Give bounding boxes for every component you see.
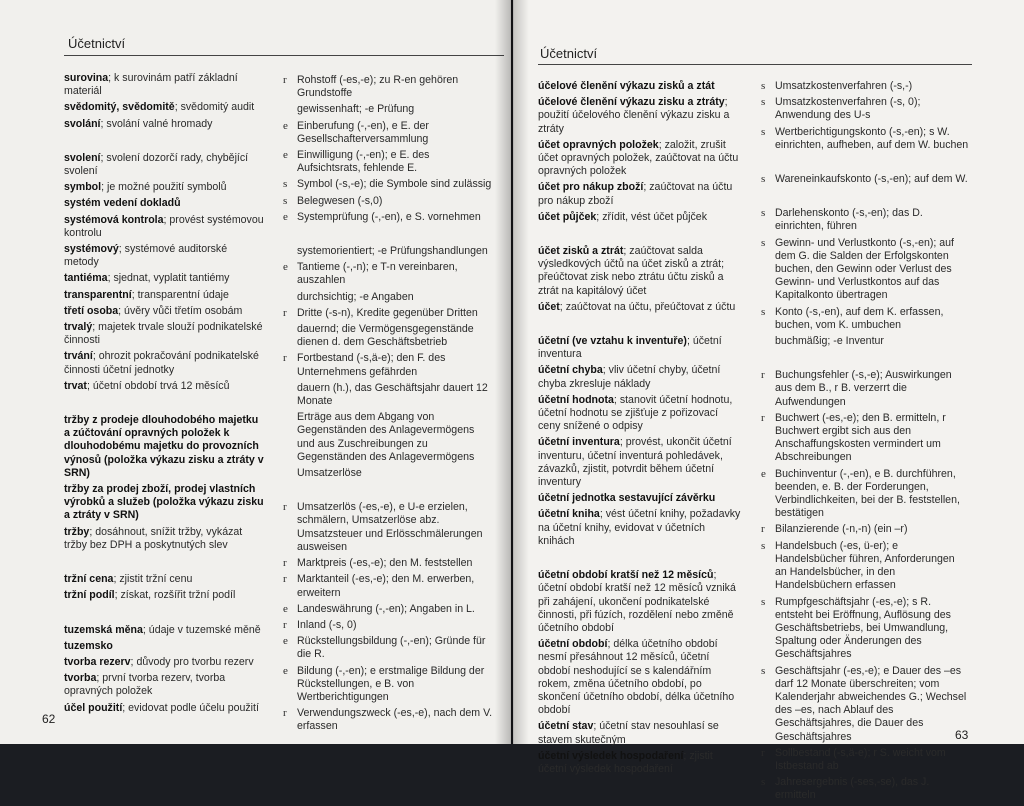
entry-translation: Symbol (-s,-e); die Symbole sind zulässig (297, 178, 492, 191)
entry-translation: Handelsbuch (-es, ü-er); e Handelsbücher führen, Anforderungen an Handelsbücher, in den Handelsbüchern erfassen (775, 539, 955, 592)
entry-translation: dauern (h.), das Geschäftsjahr dauert 12 Monate (297, 381, 488, 408)
page-number: 63 (955, 728, 969, 742)
czech-entry: účetní chyba; vliv účetní chyby, účetní chyba zkresluje náklady (538, 364, 721, 390)
czech-entry: tvorba rezerv; důvody pro tvorbu rezerv (64, 655, 254, 668)
gender-article: r (283, 74, 287, 86)
entry-definition: účetní období kratší než 12 měsíců vzniká při zahájení, ukončení podnikatelské činnosti, při fúzích, rozdělení nebo změně účetního období (538, 582, 736, 634)
gender-article: s (761, 207, 766, 220)
entry-translation: durchsichtig; -e Angaben (297, 290, 414, 303)
entry-definition: úvěry vůči třetím osobám (124, 304, 243, 317)
entry-term: účetní kniha (538, 508, 600, 521)
entry-definition: vést účetní knihy, požadavky na účetní knihy, evidovat v účetních knihách (538, 508, 741, 547)
entry-definition: k surovinám patří základní materiál (64, 72, 238, 98)
left-page (0, 0, 511, 744)
entry-definition: účetní stav nesouhlasí se stavem skutečným (538, 720, 719, 746)
gender-article: e (283, 664, 288, 677)
entry-translation: dauernd; die Vermögensgegenstände dienen d. dem Geschäftsbetrieb (297, 323, 474, 349)
entry-term: účetní období kratší než 12 měsíců (538, 569, 714, 582)
czech-entry: systémový; systémové auditorské metody (64, 243, 228, 269)
entry-term: tržby z prodeje dlouhodobého majetku a zúčtování opravných položek k dlouhodobému majetku do provozních výnosů (položka výkazu zisku a ztráty v SRN) (64, 414, 264, 479)
entry-gap (761, 189, 971, 207)
gender-article: r (283, 707, 287, 720)
czech-entry (64, 414, 264, 480)
entry-gap (283, 483, 495, 501)
entry-translation: Rückstellungsbildung (-,-en); Gründe für die R. (297, 635, 486, 661)
entry-definition: provést systémovou kontrolu (64, 213, 264, 239)
gender-article: s (761, 595, 766, 608)
german-entry (761, 335, 971, 348)
german-entry (761, 306, 971, 332)
gender-article: r (283, 352, 287, 365)
czech-entry: svědomitý, svědomitě; svědomitý audit (64, 101, 255, 114)
czech-entry: účet opravných položek; založit, zrušit účet opravných položek, zaúčtovat na účtu opravných položek (538, 138, 739, 178)
german-term-column (761, 80, 971, 806)
gender-article: r (283, 557, 287, 570)
entry-term: tvorba (64, 672, 97, 685)
entry-definition: majetek trvale slouží podnikatelské činnosti (64, 321, 263, 347)
entry-term: účetní chyba (538, 364, 603, 377)
gender-article: r (761, 411, 765, 424)
german-entry (283, 211, 495, 224)
czech-entry: tantiéma; sjednat, vyplatit tantiémy (64, 272, 230, 285)
gender-article: e (283, 261, 288, 274)
entry-term: systémový (64, 243, 119, 256)
entry-term: účet opravných položek (538, 138, 659, 151)
german-entry (761, 596, 971, 662)
entry-translation: Dritte (-s-n), Kredite gegenüber Dritten (297, 306, 478, 319)
entry-term: účetní stav (538, 720, 594, 733)
entry-translation: Verwendungszweck (-es,-e), nach dem V. erfassen (297, 707, 493, 733)
entry-definition: zjistit účetní výsledek hospodaření (538, 749, 713, 775)
gender-article: s (761, 539, 766, 552)
german-term-column (283, 74, 495, 737)
german-entry (283, 323, 495, 349)
german-entry (283, 120, 495, 146)
czech-entry (64, 483, 264, 523)
czech-entry: účetní období; délka účetního období nesmí přesáhnout 12 měsíců, účetní období neshodující se s kalendářním rokem, změna účetního období, po skončení účetního období, délka účetního období (538, 638, 735, 717)
entry-translation: Geschäftsjahr (-es,-e); e Dauer des –es darf 12 Monate überschreiten; vom Kalenderjahr abweichendes G.; Wechsel des –es, nach Ablauf des Geschäftsjahres, die Dauer des Geschäftsjahres (775, 664, 967, 743)
gender-article: s (283, 178, 288, 191)
german-entry (283, 467, 495, 480)
german-entry (283, 557, 495, 570)
czech-entry (64, 197, 264, 210)
german-entry (761, 540, 971, 593)
czech-entry: účetní (ve vztahu k inventuře); účetní inventura (538, 335, 722, 361)
czech-entry: účet zisků a ztrát; zaúčtovat salda výsledkových účtů na účet zisků a ztrát; přeúčtovat zisk nebo ztrátu účtu zisků a ztrát na kapitálový účet (538, 245, 725, 297)
german-entry (283, 195, 495, 208)
german-entry (283, 603, 495, 616)
entry-definition: sjednat, vyplatit tantiémy (113, 272, 230, 285)
german-entry (283, 619, 495, 632)
entry-translation: Fortbestand (-s,ä-e); den F. des Unternehmens gefährden (297, 352, 446, 378)
entry-definition: účetní období trvá 12 měsíců (92, 379, 230, 392)
czech-entry (538, 492, 743, 505)
gender-article: s (761, 236, 766, 249)
entry-translation: Rohstoff (-es,-e); zu R-en gehören Grundstoffe (297, 74, 459, 100)
entry-definition: účetní inventura (538, 335, 722, 361)
entry-translation: Gewinn- und Verlustkonto (-s,-en); auf dem G. die Salden der Erfolgskonten buchen, den Gewinn oder Verlust des Gewinn- und Verlustkontos auf das Kapitalkonto übertragen (775, 236, 955, 302)
entry-definition: svědomitý audit (180, 101, 255, 114)
right-page (513, 0, 1024, 802)
german-entry (761, 369, 971, 409)
entry-translation: Marktanteil (-es,-e); den M. erwerben, erweitern (297, 573, 475, 599)
entry-definition: použití účelového členění výkazu zisku a ztráty (538, 109, 730, 135)
entry-translation: Einberufung (-,-en), e E. der Gesellschafterversammlung (297, 119, 429, 145)
entry-definition: vliv účetní chyby, účetní chyba zkresluje náklady (538, 364, 721, 390)
entry-definition: ohrozit pokračování podnikatelské činnosti účetní jednotky (64, 350, 259, 376)
entry-term: účetní jednotka sestavující závěrku (538, 492, 716, 505)
czech-entry: svolení; svolení dozorčí rady, chybějící svolení (64, 151, 249, 178)
entry-gap (64, 396, 264, 414)
entry-definition: transparentní údaje (137, 288, 229, 301)
entry-translation: Einwilligung (-,-en); e E. des Aufsichtsrats, fehlende E. (297, 149, 430, 175)
german-entry (283, 261, 495, 287)
czech-entry: trvání; ohrozit pokračování podnikatelské činnosti účetní jednotky (64, 350, 259, 376)
entry-term: účet pro nákup zboží (538, 181, 644, 194)
entry-definition: svolání valné hromady (106, 117, 213, 130)
czech-entry: tvorba; první tvorba rezerv, tvorba opravných položek (64, 672, 226, 698)
czech-entry: tuzemská měna; údaje v tuzemské měně (64, 623, 261, 636)
entry-definition: získat, rozšířit tržní podíl (120, 589, 236, 602)
entry-term: trvání (64, 350, 93, 363)
gender-article: r (283, 306, 287, 319)
german-entry (283, 178, 495, 191)
entry-translation: Buchwert (-es,-e); den B. ermitteln, r Buchwert ergibt sich aus den Anschaffungskosten vermindert um Abschreibungen (775, 411, 946, 464)
entry-gap (64, 555, 264, 573)
german-entry (283, 352, 495, 378)
czech-entry: účetní hodnota; stanovit účetní hodnotu, účetní hodnotu se zjišťuje z pořizovací ceny snížené o odpisy (538, 393, 733, 433)
entry-gap (761, 155, 971, 173)
entry-definition: zaúčtovat salda výsledkových účtů na účet zisků a ztrát; přeúčtovat zisk nebo ztrátu účtu zisků a ztrát na kapitálový účet (538, 245, 725, 297)
entry-translation: Jahresergebnis (-ses,-se), das J. ermitteln (775, 776, 930, 802)
german-entry (283, 635, 495, 661)
entry-translation: Sollbestand (-s,ä-e); r S. weicht vom Istbestand ab (775, 746, 946, 772)
czech-entry: symbol; je možné použití symbolů (64, 181, 227, 194)
entry-translation: Belegwesen (-s,0) (297, 194, 383, 207)
entry-term: trvalý (64, 321, 93, 334)
entry-translation: Umsatzerlöse (297, 467, 362, 480)
gender-article: r (761, 369, 765, 382)
gender-article: s (761, 305, 766, 318)
gender-article: r (761, 746, 765, 759)
german-entry (761, 96, 971, 122)
entry-term: surovina (64, 72, 109, 84)
german-entry (283, 103, 495, 116)
entry-definition: evidovat podle účelu použití (128, 701, 259, 714)
entry-term: systém vedení dokladů (64, 197, 181, 210)
czech-entry: systémová kontrola; provést systémovou kontrolu (64, 213, 264, 239)
german-entry (761, 665, 971, 744)
czech-entry: třetí osoba; úvěry vůči třetím osobám (64, 304, 243, 317)
entry-term: účelové členění výkazu zisku a ztráty (538, 96, 725, 109)
german-entry (761, 207, 971, 233)
entry-term: účetní inventura (538, 436, 620, 449)
czech-entry: účel použití; evidovat podle účelu použití (64, 701, 259, 714)
entry-definition: první tvorba rezerv, tvorba opravných položek (64, 672, 226, 698)
entry-gap (538, 227, 743, 245)
entry-term: symbol (64, 181, 102, 194)
gender-article: e (283, 119, 288, 132)
gender-article: e (283, 635, 288, 648)
german-entry (761, 523, 971, 536)
entry-term: tvorba rezerv (64, 655, 131, 668)
entry-term: svolení (64, 151, 101, 164)
entry-translation: Umsatzkostenverfahren (-s, 0); Anwendung des U-s (775, 96, 921, 122)
german-entry (761, 468, 971, 521)
german-entry (761, 80, 971, 93)
entry-translation: Wertberichtigungskonto (-s,-en); s W. einrichten, aufheben, auf dem W. buchen (775, 125, 969, 151)
entry-term: svědomitý, svědomitě (64, 101, 175, 114)
gender-article: s (283, 194, 288, 207)
entry-gap (283, 227, 495, 245)
german-entry (761, 412, 971, 465)
czech-entry (538, 80, 743, 93)
entry-translation: Systemprüfung (-,-en), e S. vornehmen (297, 210, 481, 223)
entry-term: účetní výsledek hospodaření (538, 749, 684, 762)
german-entry (283, 382, 495, 408)
entry-translation: systemorientiert; -e Prüfungshandlungen (297, 245, 488, 258)
entry-term: třetí osoba (64, 304, 119, 317)
entry-translation: Marktpreis (-es,-e); den M. feststellen (297, 557, 473, 570)
czech-entry: účetní inventura; provést, ukončit účetní inventuru, účetní inventurá pohledávek, závazků, zjistit, potvrdit během účetní inventury (538, 436, 732, 489)
gender-article: r (283, 618, 287, 631)
entry-term: účelové členění výkazu zisků a ztát (538, 80, 715, 92)
entry-translation: Buchungsfehler (-s,-e); Auswirkungen aus dem B., r B. verzerrt die Aufwendungen (775, 369, 952, 408)
entry-translation: Erträge aus dem Abgang von Gegenständen des Anlagevermögens und aus Zuschreibungen zu Gegenständen des Anlagevermögens (297, 411, 475, 463)
entry-definition: svolení dozorčí rady, chybějící svolení (64, 151, 249, 178)
gender-article: s (761, 664, 766, 677)
czech-entry: tržní podíl; získat, rozšířit tržní podíl (64, 589, 236, 602)
gender-article: r (283, 501, 287, 514)
german-entry (283, 307, 495, 320)
entry-definition: je možné použití symbolů (106, 181, 227, 194)
czech-entry: svolání; svolání valné hromady (64, 117, 213, 130)
german-entry (283, 707, 495, 733)
gender-article: e (283, 210, 288, 223)
gender-article: e (283, 602, 288, 615)
entry-term: svolání (64, 117, 101, 130)
page-header: Účetnictví (540, 46, 598, 61)
czech-term-column (64, 72, 264, 718)
entry-term: tržby (64, 525, 90, 538)
entry-translation: Umsatzerlös (-es,-e), e U-e erzielen, schmälern, Umsatzerlöse abz. Umsatzsteuer und Erlösschmälerungen ausweisen (297, 501, 483, 553)
gender-article: e (283, 149, 288, 162)
czech-entry: tržní cena; zjistit tržní cenu (64, 573, 193, 586)
gender-article: s (761, 80, 766, 92)
entry-translation: Landeswährung (-,-en); Angaben in L. (297, 602, 475, 615)
german-entry (283, 501, 495, 554)
entry-translation: Bilanzierende (-n,-n) (ein –r) (775, 523, 908, 536)
entry-translation: Umsatzkostenverfahren (-s,-) (775, 80, 913, 92)
gender-article: s (761, 173, 766, 186)
entry-term: transparentní (64, 288, 132, 301)
gender-article: s (761, 776, 766, 789)
gender-article: e (761, 467, 766, 480)
entry-term: tržní cena (64, 573, 114, 586)
entry-definition: zřídit, vést účet půjček (602, 210, 707, 223)
czech-entry: účet; zaúčtovat na účtu, přeúčtovat z účtu (538, 300, 736, 313)
entry-translation: Bildung (-,-en); e erstmalige Bildung der Rückstellungen, e B. von Wertberichtigungen (297, 664, 485, 703)
entry-translation: Inland (-s, 0) (297, 618, 357, 631)
entry-gap (64, 134, 264, 152)
entry-translation: Rumpfgeschäftsjahr (-es,-e); s R. entsteht bei Eröffnung, Auflösung des Geschäftsbetriebs, bei Umwandlung, Spaltung oder Änderungen des Geschäftsjahres (775, 595, 951, 661)
entry-definition: zjistit tržní cenu (119, 573, 193, 586)
header-rule (538, 64, 972, 65)
entry-term: účel použití (64, 701, 123, 714)
entry-term: účet (538, 300, 560, 313)
czech-entry: trvat; účetní období trvá 12 měsíců (64, 379, 230, 392)
czech-term-column (538, 80, 743, 779)
german-entry (761, 173, 971, 186)
german-entry (761, 237, 971, 303)
german-entry (283, 291, 495, 304)
german-entry (283, 665, 495, 705)
czech-entry: účetní kniha; vést účetní knihy, požadavky na účetní knihy, evidovat v účetních knihách (538, 508, 741, 547)
entry-term: tantiéma (64, 272, 108, 285)
german-entry (283, 411, 495, 464)
entry-translation: gewissenhaft; -e Prüfung (297, 103, 415, 116)
entry-term: účet půjček (538, 210, 597, 223)
entry-definition: provést, ukončit účetní inventuru, účetní inventurá pohledávek, závazků, zjistit, potvrdit během účetní inventury (538, 436, 732, 489)
entry-definition: dosáhnout, snížit tržby, vykázat tržby bez DPH a poskytnutých slev (64, 525, 243, 551)
entry-translation: Konto (-s,-en), auf dem K. erfassen, buchen, vom K. umbuchen (775, 305, 944, 331)
entry-translation: Wareneinkaufskonto (-s,-en); auf dem W. (775, 173, 968, 186)
header-rule (64, 55, 504, 56)
czech-entry: transparentní; transparentní údaje (64, 288, 229, 301)
entry-gap (761, 351, 971, 369)
entry-term: účetní (ve vztahu k inventuře) (538, 335, 687, 348)
entry-term: tržby za prodej zboží, prodej vlastních výrobků a služeb (položka výkazu zisku a ztráty v SRN) (64, 483, 264, 522)
entry-gap (538, 551, 743, 569)
czech-entry: účetní období kratší než 12 měsíců; účetní období kratší než 12 měsíců vzniká při zahájení, ukončení podnikatelské činnosti, při fúzích, rozdělení nebo změně účetního období (538, 569, 736, 634)
gender-article: s (761, 125, 766, 138)
entry-definition: důvody pro tvorbu rezerv (136, 655, 254, 668)
czech-entry: účelové členění výkazu zisku a ztráty; použití účelového členění výkazu zisku a ztráty (538, 96, 730, 135)
czech-entry: účet pro nákup zboží; zaúčtovat na účtu pro nákup zboží (538, 181, 733, 207)
czech-entry (64, 640, 264, 653)
entry-term: účetní období (538, 638, 608, 651)
entry-translation: Darlehenskonto (-s,-en); das D. einrichten, führen (775, 207, 923, 233)
czech-entry: účetní stav; účetní stav nesouhlasí se stavem skutečným (538, 720, 719, 746)
entry-definition: délka účetního období nesmí přesáhnout 12 měsíců, účetní období neshodující se s kalendářním rokem, změna účetního období, po skončení účetního období, délka účetního období (538, 638, 735, 717)
german-entry (283, 245, 495, 258)
gender-article: r (761, 523, 765, 536)
german-entry (283, 74, 495, 100)
czech-entry: účet půjček; zřídit, vést účet půjček (538, 210, 707, 223)
entry-gap (64, 606, 264, 624)
page-number: 62 (42, 712, 56, 726)
entry-definition: stanovit účetní hodnotu, účetní hodnotu se zjišťuje z pořizovací ceny snížené o odpisy (538, 393, 733, 433)
german-entry (761, 747, 971, 773)
page-header: Účetnictví (68, 36, 126, 51)
entry-translation: Tantieme (-,-n); e T-n vereinbaren, auszahlen (297, 261, 458, 287)
entry-term: účet zisků a ztrát (538, 245, 624, 258)
gender-article: s (761, 96, 766, 109)
entry-translation: Buchinventur (-,-en), e B. durchführen, beenden, e. B. der Forderungen, Verbindlichkeiten, bei der B. feststellen, bestätigen (775, 467, 960, 520)
entry-term: tržní podíl (64, 589, 115, 602)
entry-term: systémová kontrola (64, 213, 164, 226)
czech-entry: surovina; k surovinám patří základní materiál (64, 72, 238, 98)
german-entry (761, 776, 971, 802)
german-entry (283, 573, 495, 599)
german-entry (761, 126, 971, 152)
entry-definition: založit, zrušit účet opravných položek, zaúčtovat na účtu opravných položek (538, 138, 739, 178)
entry-translation: buchmäßig; -e Inventur (775, 335, 884, 348)
entry-term: trvat (64, 379, 87, 392)
czech-entry: tržby; dosáhnout, snížit tržby, vykázat tržby bez DPH a poskytnutých slev (64, 525, 243, 551)
entry-definition: zaúčtovat na účtu, přeúčtovat z účtu (565, 300, 736, 313)
german-entry (283, 149, 495, 175)
entry-term: tuzemská měna (64, 623, 143, 636)
entry-term: účetní hodnota (538, 393, 614, 406)
czech-entry: trvalý; majetek trvale slouží podnikatelské činnosti (64, 321, 263, 347)
entry-term: tuzemsko (64, 639, 113, 652)
gender-article: r (283, 573, 287, 586)
czech-entry: účetní výsledek hospodaření; zjistit účetní výsledek hospodaření (538, 749, 713, 775)
entry-definition: systémové auditorské metody (64, 243, 228, 269)
entry-definition: zaúčtovat na účtu pro nákup zboží (538, 181, 733, 207)
entry-definition: údaje v tuzemské měně (148, 623, 261, 636)
entry-gap (538, 317, 743, 335)
